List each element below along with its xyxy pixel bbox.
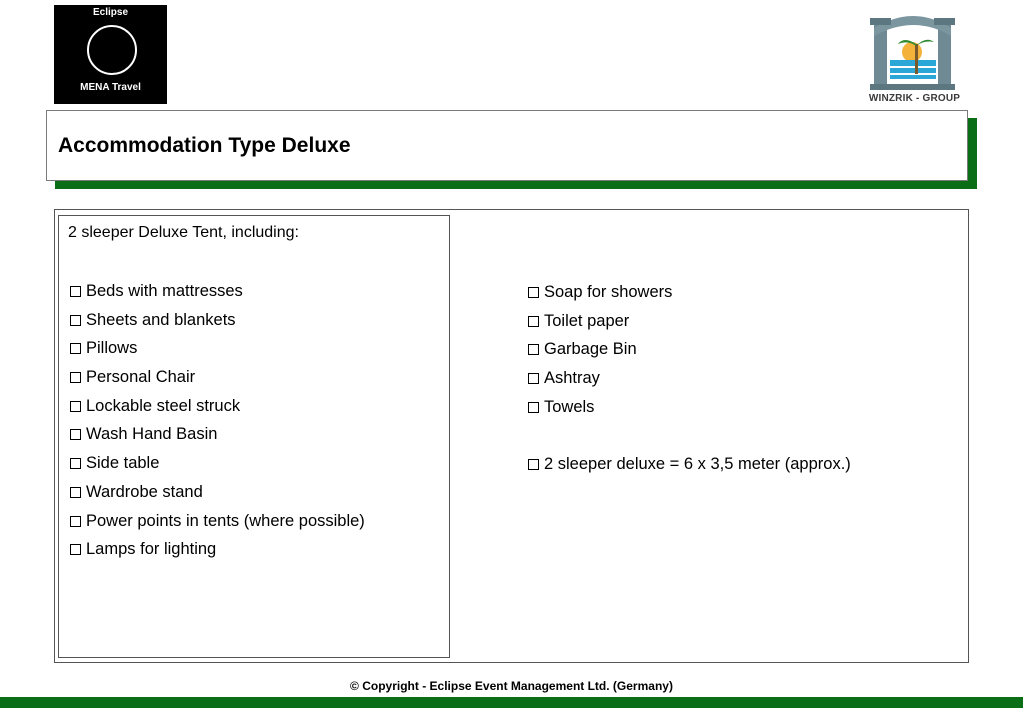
list-item-label: Power points in tents (where possible) [86, 511, 365, 530]
left-amenity-list [70, 281, 365, 568]
checkbox-square-icon [528, 459, 539, 470]
checkbox-square-icon [528, 287, 539, 298]
eclipse-logo [54, 5, 167, 104]
checkbox-square-icon [70, 487, 81, 498]
page-title: Accommodation Type Deluxe [58, 134, 351, 157]
list-item-label: Beds with mattresses [86, 282, 243, 300]
checkbox-square-icon [70, 429, 81, 440]
title-box [46, 110, 968, 181]
list-item [528, 339, 672, 368]
logo-bottom-text: MENA Travel [80, 82, 141, 93]
list-item-label: Garbage Bin [544, 340, 637, 359]
list-item [528, 397, 672, 426]
checkbox-square-icon [528, 316, 539, 327]
list-item [528, 368, 672, 397]
list-item [70, 539, 365, 568]
list-item [70, 424, 365, 453]
checkbox-square-icon [70, 401, 81, 412]
winzrik-group-name: WINZRIK - GROUP [868, 93, 961, 104]
list-item-label: Pillows [86, 339, 138, 358]
copyright-text: © Copyright - Eclipse Event Management Ltd. (Germany) [350, 679, 673, 693]
list-item-label: Soap for showers [544, 283, 673, 301]
list-item-label: Towels [544, 397, 595, 416]
list-item-label: Sheets and blankets [86, 310, 236, 329]
checkbox-square-icon [70, 372, 81, 383]
checkbox-square-icon [70, 544, 81, 555]
list-item [70, 453, 365, 482]
list-item-label: Lamps for lighting [86, 540, 217, 559]
list-item [70, 367, 365, 396]
list-item [70, 310, 365, 339]
checkbox-square-icon [528, 344, 539, 355]
checkbox-square-icon [528, 373, 539, 384]
list-item [70, 511, 365, 540]
checkbox-square-icon [70, 286, 81, 297]
logo-top-text: Eclipse [92, 7, 129, 18]
list-item-label: Wash Hand Basin [86, 425, 218, 444]
list-item-label: Personal Chair [86, 368, 196, 387]
checkbox-square-icon [70, 343, 81, 354]
right-amenity-list [528, 282, 672, 425]
intro-text: 2 sleeper Deluxe Tent, including: [68, 224, 299, 241]
checkbox-square-icon [70, 458, 81, 469]
tent-size-text: 2 sleeper deluxe = 6 x 3,5 meter (approx.) [544, 455, 851, 473]
list-item [528, 282, 672, 311]
list-item-label: Ashtray [544, 369, 600, 388]
checkbox-square-icon [70, 516, 81, 527]
list-item [70, 396, 365, 425]
list-item-label: Wardrobe stand [86, 482, 203, 501]
list-item-label: Lockable steel struck [86, 396, 241, 415]
checkbox-square-icon [528, 402, 539, 413]
list-item [528, 311, 672, 340]
winzrik-logo [866, 10, 963, 108]
eclipse-ring-icon [87, 25, 137, 75]
list-item [70, 281, 365, 310]
list-item [70, 338, 365, 367]
list-item-label: Side table [86, 454, 160, 473]
checkbox-square-icon [70, 315, 81, 326]
list-item-label: Toilet paper [544, 311, 630, 330]
list-item [70, 482, 365, 511]
tent-size-note [528, 454, 851, 474]
footer-bar [0, 697, 1023, 708]
arch-palm-icon [866, 10, 963, 92]
